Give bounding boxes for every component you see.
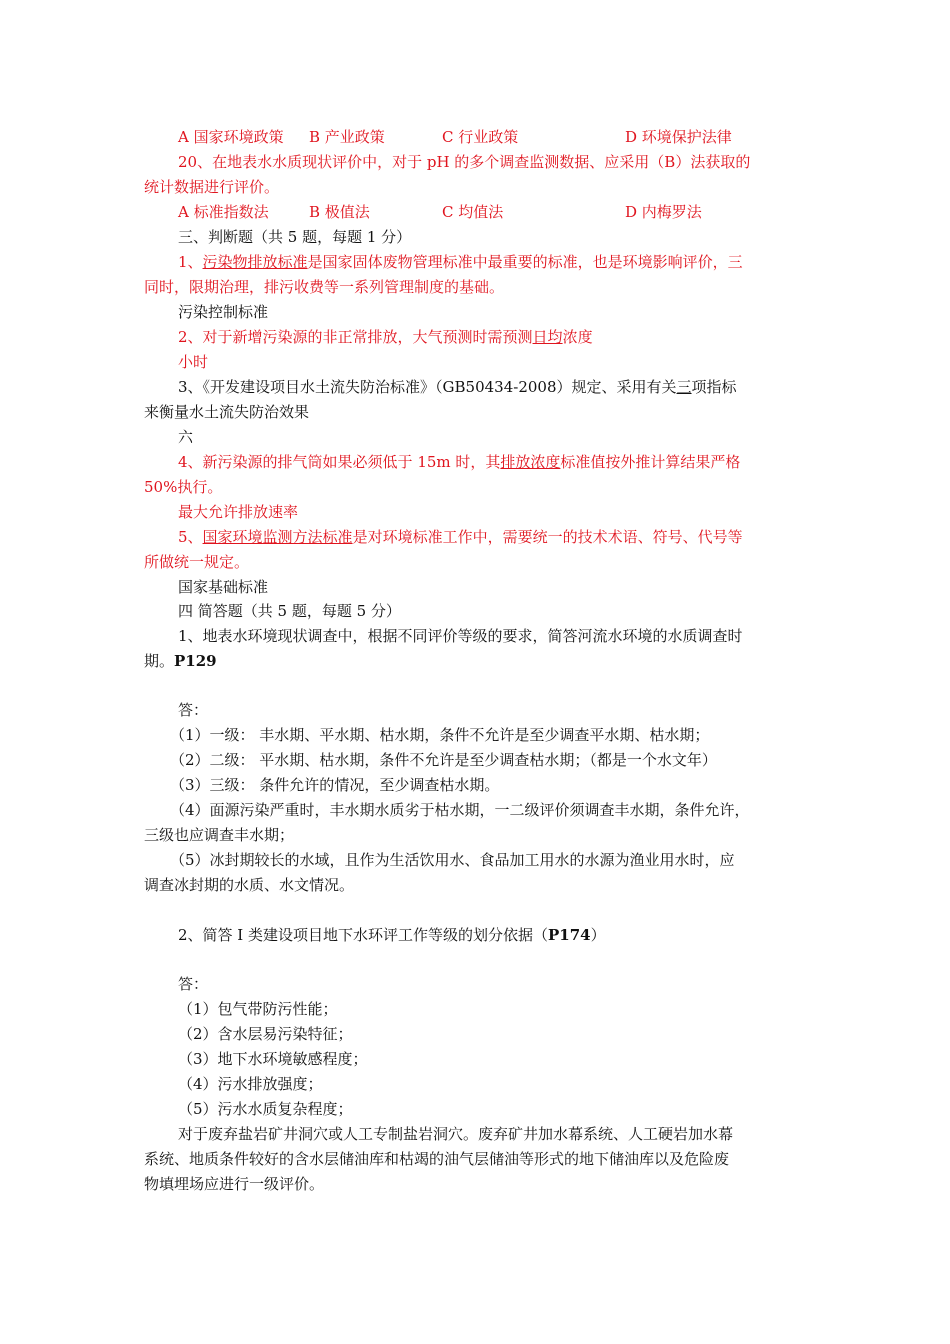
s4-q1-answer-4: （4）面源污染严重时，丰水期水质劣于枯水期，一二级评价须调查丰水期，条件允许， bbox=[170, 801, 750, 819]
section4-title: 四 简答题（共 5 题，每题 5 分） bbox=[178, 602, 401, 620]
s3-item1-line2: 同时，限期治理，排污收费等一系列管理制度的基础。 bbox=[144, 278, 505, 296]
s3-item1-underlined: 污染物排放标准 bbox=[202, 253, 308, 271]
s3-item4-line2: 50%执行。 bbox=[144, 478, 223, 496]
s4-q1-line2-text: 期。 bbox=[144, 652, 175, 670]
q20-question-line1: 20、在地表水水质现状评价中，对于 pH 的多个调查监测数据、应采用（B）法获取的 bbox=[178, 153, 751, 171]
s4-q2-answer-3: （3）地下水环境敏感程度； bbox=[178, 1050, 368, 1068]
s3-item2-after: 浓度 bbox=[562, 328, 593, 346]
s3-item3-line1 bbox=[178, 377, 858, 397]
s3-item3-before: 3、《开发建设项目水土流失防治标准》（GB50434-2008）规定、采用有关 bbox=[178, 378, 677, 396]
s4-q1-line2 bbox=[144, 651, 824, 671]
s4-q2-answer-4: （4）污水排放强度； bbox=[178, 1075, 323, 1093]
q19-option-d: D 环境保护法律 bbox=[625, 128, 732, 146]
s4-q1-answer-3: （3）三级： 条件允许的情况，至少调查枯水期。 bbox=[170, 776, 500, 794]
s3-item3-underlined: 三 bbox=[676, 378, 692, 396]
s4-q1-answer-5: （5）冰封期较长的水域，且作为生活饮用水、食品加工用水的水源为渔业用水时，应 bbox=[170, 851, 735, 869]
s4-q1-page-ref: P129 bbox=[174, 652, 217, 670]
s4-q1-answer-4-cont: 三级也应调查丰水期； bbox=[144, 826, 295, 844]
s4-q2-para-line1: 对于废弃盐岩矿井洞穴或人工专制盐岩洞穴。废弃矿井加水幕系统、人工硬岩加水幕 bbox=[178, 1125, 734, 1143]
s3-item5-line2: 所做统一规定。 bbox=[144, 553, 250, 571]
s4-q2-answer-5: （5）污水水质复杂程度； bbox=[178, 1100, 353, 1118]
s3-item5-answer: 国家基础标准 bbox=[178, 578, 269, 596]
s3-item5-rest: 是对环境标准工作中，需要统一的技术术语、符号、代号等 bbox=[352, 528, 743, 546]
s4-q1-answer-2: （2）二级： 平水期、枯水期，条件不允许是至少调查枯水期；（都是一个水文年） bbox=[170, 751, 717, 769]
s4-q1-answer-label: 答： bbox=[178, 701, 209, 719]
q20-option-c: C 均值法 bbox=[442, 203, 504, 221]
q20-option-b: B 极值法 bbox=[309, 203, 370, 221]
s3-item4-after: 标准值按外推计算结果严格 bbox=[560, 453, 741, 471]
q20-option-a: A 标准指数法 bbox=[178, 203, 269, 221]
s4-q2-page-ref: P174 bbox=[548, 926, 591, 944]
s3-item1-rest: 是国家固体废物管理标准中最重要的标准，也是环境影响评价，三 bbox=[307, 253, 743, 271]
q19-option-b: B 产业政策 bbox=[309, 128, 385, 146]
s4-q2-line1-text: 2、简答 I 类建设项目地下水环评工作等级的划分依据（ bbox=[178, 926, 549, 944]
s3-item2-underlined: 日均 bbox=[532, 328, 563, 346]
s4-q2-para-line2: 系统、地质条件较好的含水层储油库和枯竭的油气层储油等形式的地下储油库以及危险废 bbox=[144, 1150, 730, 1168]
s3-item1-line1 bbox=[178, 252, 858, 272]
s3-item2-line1 bbox=[178, 327, 858, 347]
s4-q1-answer-5-cont: 调查冰封期的水质、水文情况。 bbox=[144, 876, 355, 894]
q20-option-d: D 内梅罗法 bbox=[625, 203, 702, 221]
s4-q2-para-line3: 物填埋场应进行一级评价。 bbox=[144, 1175, 325, 1193]
s4-q2-line1 bbox=[178, 925, 858, 945]
s4-q1-answer-1: （1）一级： 丰水期、平水期、枯水期，条件不允许是至少调查平水期、枯水期； bbox=[170, 726, 710, 744]
section3-title: 三、判断题（共 5 题，每题 1 分） bbox=[178, 228, 412, 246]
s3-item3-line2: 来衡量水土流失防治效果 bbox=[144, 403, 310, 421]
s3-item2-answer: 小时 bbox=[178, 353, 209, 371]
s3-item3-after: 项指标 bbox=[691, 378, 737, 396]
s3-item1-answer: 污染控制标准 bbox=[178, 303, 269, 321]
q20-question-line2: 统计数据进行评价。 bbox=[144, 178, 280, 196]
s4-q2-line1-end: ） bbox=[590, 926, 606, 944]
s3-item4-line1 bbox=[178, 452, 858, 472]
s3-item2-before: 2、对于新增污染源的非正常排放，大气预测时需预测 bbox=[178, 328, 533, 346]
s4-q2-answer-label: 答： bbox=[178, 975, 209, 993]
s4-q2-answer-1: （1）包气带防污性能； bbox=[178, 1000, 338, 1018]
s4-q2-answer-2: （2）含水层易污染特征； bbox=[178, 1025, 353, 1043]
s3-item4-before: 4、新污染源的排气筒如果必须低于 15m 时，其 bbox=[178, 453, 501, 471]
s3-item5-num: 5、 bbox=[178, 528, 203, 546]
s4-q1-line1: 1、地表水环境现状调查中，根据不同评价等级的要求，简答河流水环境的水质调查时 bbox=[178, 627, 743, 645]
s3-item5-underlined: 国家环境监测方法标准 bbox=[202, 528, 353, 546]
s3-item1-num: 1、 bbox=[178, 253, 203, 271]
q19-option-c: C 行业政策 bbox=[442, 128, 519, 146]
q19-option-a: A 国家环境政策 bbox=[178, 128, 284, 146]
s3-item4-answer: 最大允许排放速率 bbox=[178, 503, 299, 521]
s3-item4-underlined: 排放浓度 bbox=[500, 453, 561, 471]
s3-item3-answer: 六 bbox=[178, 428, 194, 446]
s3-item5-line1 bbox=[178, 527, 858, 547]
